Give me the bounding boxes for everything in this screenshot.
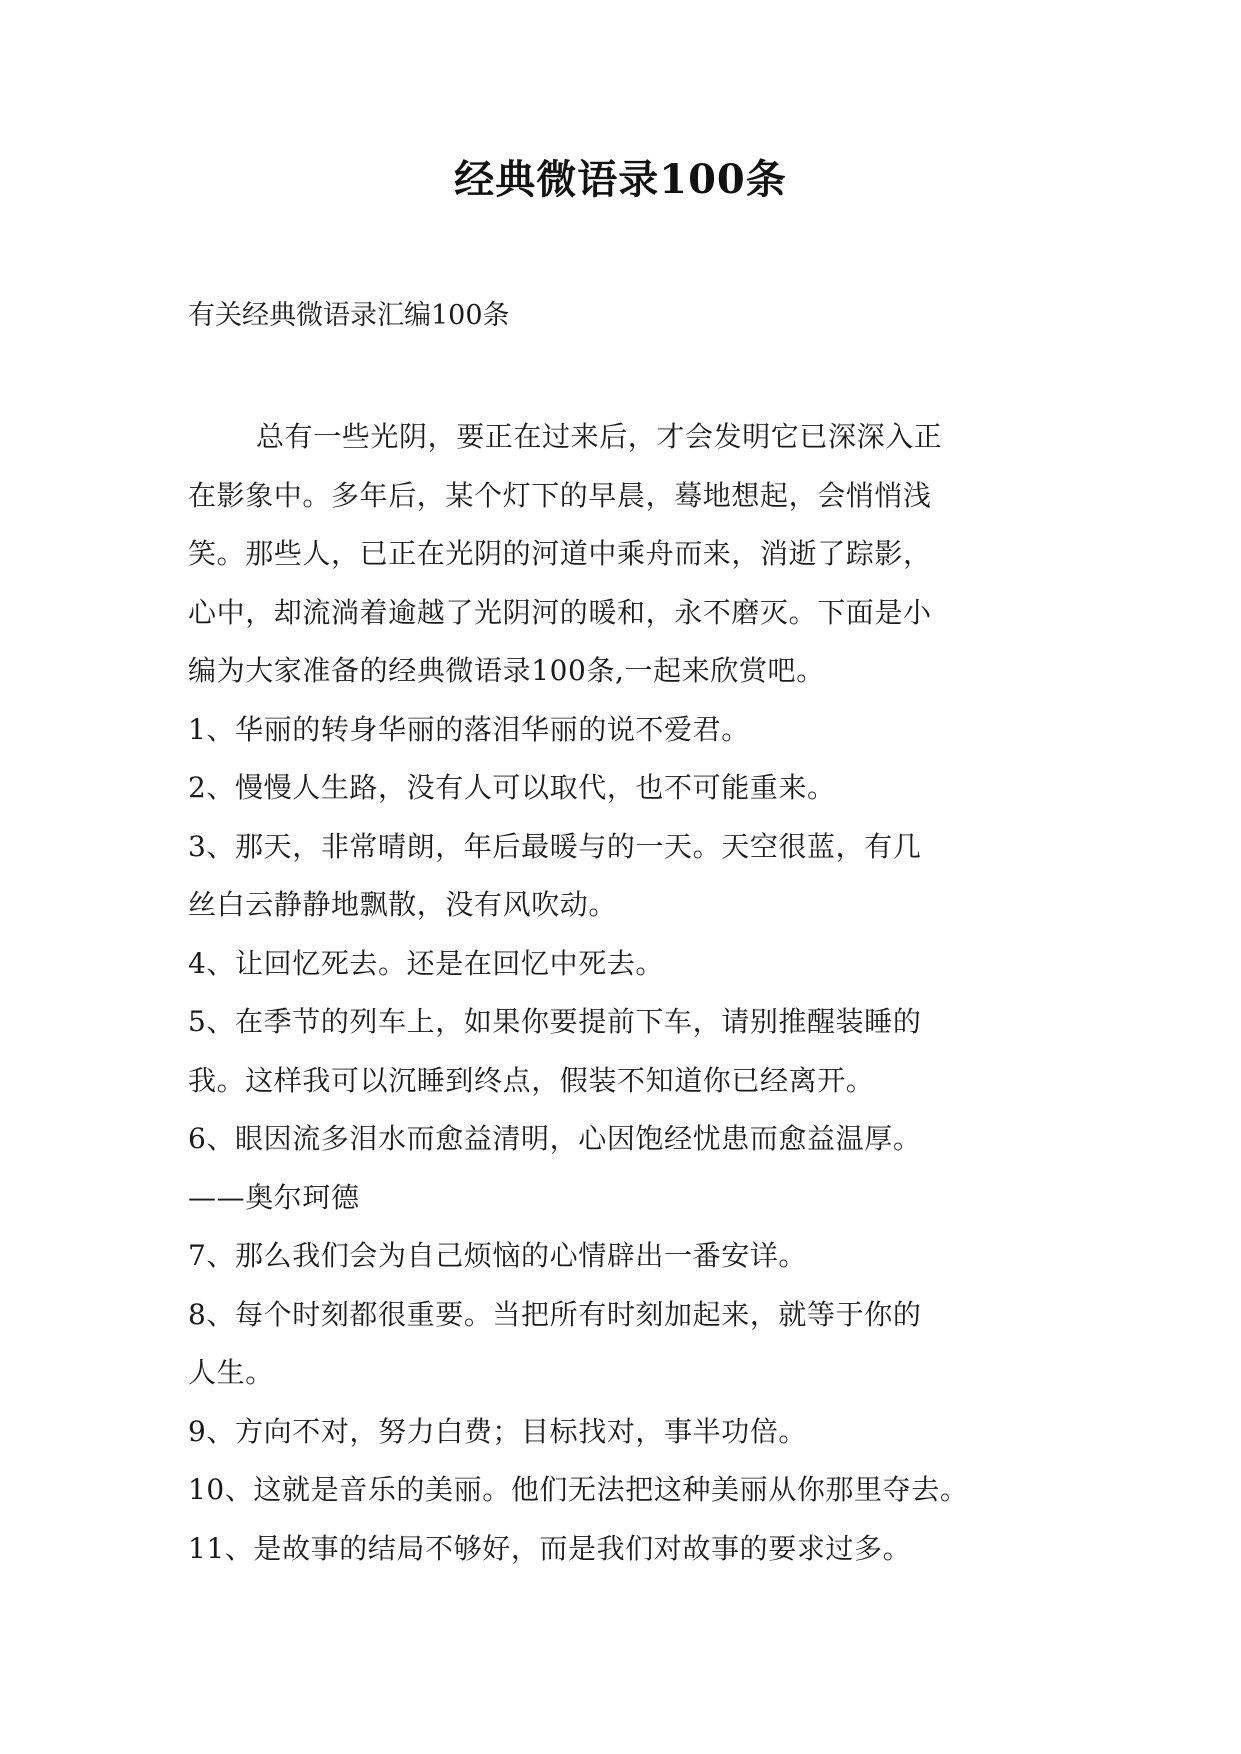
list-item: 9、方向不对，努力白费；目标找对，事半功倍。 <box>188 1414 808 1448</box>
list-item: 5、在季节的列车上，如果你要提前下车，请别推醒装睡的 <box>188 1005 922 1038</box>
list-item-continuation: 丝白云静静地飘散，没有风吹动。 <box>188 888 618 921</box>
document-title: 经典微语录100条 <box>454 156 787 203</box>
paragraph-line: 总有一些光阴，要正在过来后，才会发明它已深深入正 <box>256 420 943 453</box>
paragraph-line: 在影象中。多年后，某个灯下的早晨，蓦地想起，会悄悄浅 <box>188 478 932 512</box>
list-item: 7、那么我们会为自己烦恼的心情辟出一番安详。 <box>188 1239 808 1272</box>
list-item: 1、华丽的转身华丽的落泪华丽的说不爱君。 <box>188 712 750 746</box>
list-item-attribution: ——奥尔珂德 <box>188 1180 360 1214</box>
list-item-continuation: 我。这样我可以沉睡到终点，假装不知道你已经离开。 <box>188 1063 875 1097</box>
list-item: 10、这就是音乐的美丽。他们无法把这种美丽从你那里夺去。 <box>188 1473 969 1506</box>
paragraph-line: 心中，却流淌着逾越了光阴河的暖和，永不磨灭。下面是小 <box>188 595 932 629</box>
list-item: 3、那天，非常晴朗，年后最暖与的一天。天空很蓝，有几 <box>188 829 922 863</box>
paragraph-line: 笑。那些人，已正在光阴的河道中乘舟而来，消逝了踪影， <box>188 537 932 570</box>
list-item: 11、是故事的结局不够好，而是我们对故事的要求过多。 <box>188 1531 912 1565</box>
document-subtitle: 有关经典微语录汇编100条 <box>188 300 510 331</box>
paragraph-line: 编为大家准备的经典微语录100条,一起来欣赏吧。 <box>188 654 825 687</box>
document-body <box>188 408 1068 1578</box>
list-item: 8、每个时刻都很重要。当把所有时刻加起来，就等于你的 <box>188 1297 922 1331</box>
list-item: 6、眼因流多泪水而愈益清明，心因饱经忧患而愈益温厚。 <box>188 1122 922 1155</box>
list-item: 2、慢慢人生路，没有人可以取代，也不可能重来。 <box>188 771 836 804</box>
list-item-continuation: 人生。 <box>188 1356 274 1389</box>
list-item: 4、让回忆死去。还是在回忆中死去。 <box>188 946 665 980</box>
